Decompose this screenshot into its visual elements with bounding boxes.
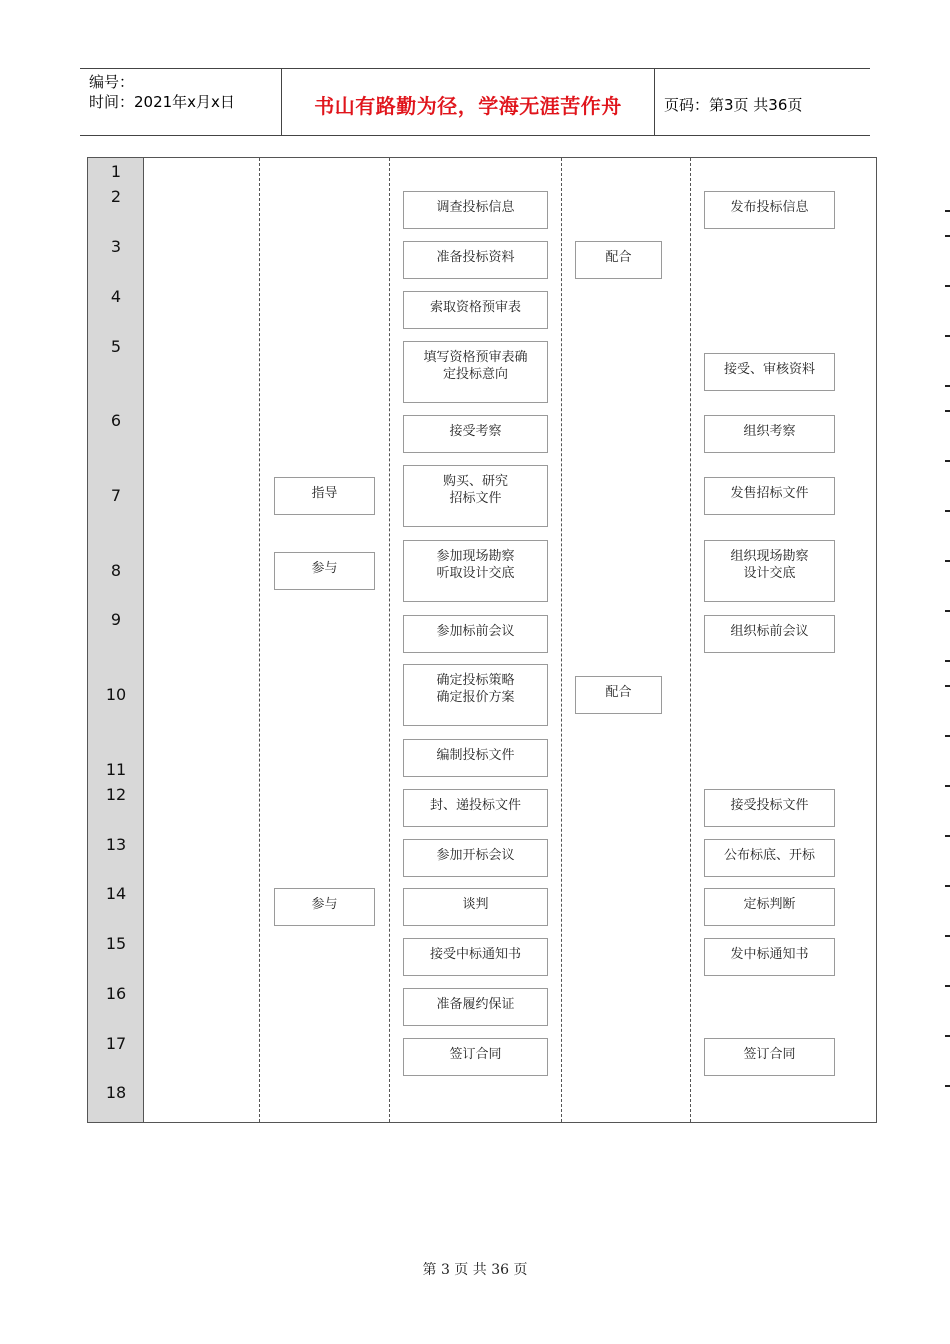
col3-step-strategy: 确定投标策略 确定报价方案 bbox=[403, 664, 548, 726]
edge-mark bbox=[945, 210, 950, 212]
col3-step-investigate-info: 调查投标信息 bbox=[403, 191, 548, 229]
edge-mark bbox=[945, 335, 950, 337]
col3-step-prepare-materials: 准备投标资料 bbox=[403, 241, 548, 279]
edge-mark bbox=[945, 785, 950, 787]
row-number: 1 bbox=[110, 162, 122, 181]
col5-step-organize-survey: 组织现场勘察 设计交底 bbox=[704, 540, 835, 602]
row-number: 17 bbox=[105, 1034, 127, 1053]
doc-code-label: 编号： bbox=[89, 73, 135, 91]
col3-step-negotiation: 谈判 bbox=[403, 888, 548, 926]
col2-step-guide: 指导 bbox=[274, 477, 375, 515]
edge-mark bbox=[945, 935, 950, 937]
col5-step-issue-award: 发中标通知书 bbox=[704, 938, 835, 976]
row-number: 9 bbox=[110, 610, 122, 629]
col3-step-performance-bond: 准备履约保证 bbox=[403, 988, 548, 1026]
doc-time-label: 时间：2021年x月x日 bbox=[89, 93, 235, 111]
column-divider-3 bbox=[561, 158, 562, 1122]
col5-step-sell-docs: 发售招标文件 bbox=[704, 477, 835, 515]
header-bottom-rule bbox=[80, 135, 870, 136]
col3-step-buy-study-docs: 购买、研究 招标文件 bbox=[403, 465, 548, 527]
edge-mark bbox=[945, 460, 950, 462]
row-number: 12 bbox=[105, 785, 127, 804]
col5-step-review-materials: 接受、审核资料 bbox=[704, 353, 835, 391]
col2-step-participate-survey: 参与 bbox=[274, 552, 375, 590]
edge-mark bbox=[945, 285, 950, 287]
col3-step-receive-award: 接受中标通知书 bbox=[403, 938, 548, 976]
column-divider-4 bbox=[690, 158, 691, 1122]
edge-mark bbox=[945, 735, 950, 737]
column-divider-2 bbox=[389, 158, 390, 1122]
edge-mark bbox=[945, 985, 950, 987]
header-motto: 书山有路勤为径，学海无涯苦作舟 bbox=[314, 94, 622, 118]
header-divider-right bbox=[654, 69, 655, 136]
col5-step-organize-prebid: 组织标前会议 bbox=[704, 615, 835, 653]
row-number: 5 bbox=[110, 337, 122, 356]
col3-step-accept-inspection: 接受考察 bbox=[403, 415, 548, 453]
page-number-label: 页码：第3页 共36页 bbox=[664, 96, 803, 114]
col4-step-cooperate-strategy: 配合 bbox=[575, 676, 662, 714]
edge-mark bbox=[945, 385, 950, 387]
row-number: 14 bbox=[105, 884, 127, 903]
col5-step-announce-opening: 公布标底、开标 bbox=[704, 839, 835, 877]
col3-step-site-survey: 参加现场勘察 听取设计交底 bbox=[403, 540, 548, 602]
col3-step-request-prequal-form: 索取资格预审表 bbox=[403, 291, 548, 329]
edge-mark bbox=[945, 835, 950, 837]
edge-mark bbox=[945, 610, 950, 612]
col2-step-participate-negotiation: 参与 bbox=[274, 888, 375, 926]
edge-mark bbox=[945, 885, 950, 887]
footer-page-number: 第 3 页 共 36 页 bbox=[422, 1262, 528, 1278]
col5-step-organize-inspection: 组织考察 bbox=[704, 415, 835, 453]
row-number: 18 bbox=[105, 1083, 127, 1102]
row-number: 10 bbox=[105, 685, 127, 704]
row-number: 2 bbox=[110, 187, 122, 206]
row-number: 13 bbox=[105, 835, 127, 854]
edge-mark bbox=[945, 660, 950, 662]
row-number: 6 bbox=[110, 411, 122, 430]
row-number: 16 bbox=[105, 984, 127, 1003]
edge-mark bbox=[945, 410, 950, 412]
col3-step-sign-contract: 签订合同 bbox=[403, 1038, 548, 1076]
col3-step-opening-meeting: 参加开标会议 bbox=[403, 839, 548, 877]
col5-step-publish-info: 发布投标信息 bbox=[704, 191, 835, 229]
edge-mark bbox=[945, 235, 950, 237]
col3-step-prebid-meeting: 参加标前会议 bbox=[403, 615, 548, 653]
edge-mark bbox=[945, 1085, 950, 1087]
col3-step-fill-prequal-form: 填写资格预审表确 定投标意向 bbox=[403, 341, 548, 403]
header-top-rule bbox=[80, 68, 870, 69]
row-number: 4 bbox=[110, 287, 122, 306]
column-divider-1 bbox=[259, 158, 260, 1122]
col3-step-prepare-bid: 编制投标文件 bbox=[403, 739, 548, 777]
col5-step-award-decision: 定标判断 bbox=[704, 888, 835, 926]
edge-mark bbox=[945, 685, 950, 687]
row-number: 7 bbox=[110, 486, 122, 505]
row-number: 11 bbox=[105, 760, 127, 779]
col3-step-seal-submit: 封、递投标文件 bbox=[403, 789, 548, 827]
edge-mark bbox=[945, 560, 950, 562]
col5-step-receive-bids: 接受投标文件 bbox=[704, 789, 835, 827]
col4-step-cooperate-materials: 配合 bbox=[575, 241, 662, 279]
row-number: 3 bbox=[110, 237, 122, 256]
edge-mark bbox=[945, 510, 950, 512]
row-number: 8 bbox=[110, 561, 122, 580]
row-number: 15 bbox=[105, 934, 127, 953]
edge-mark bbox=[945, 1035, 950, 1037]
col5-step-sign-contract: 签订合同 bbox=[704, 1038, 835, 1076]
